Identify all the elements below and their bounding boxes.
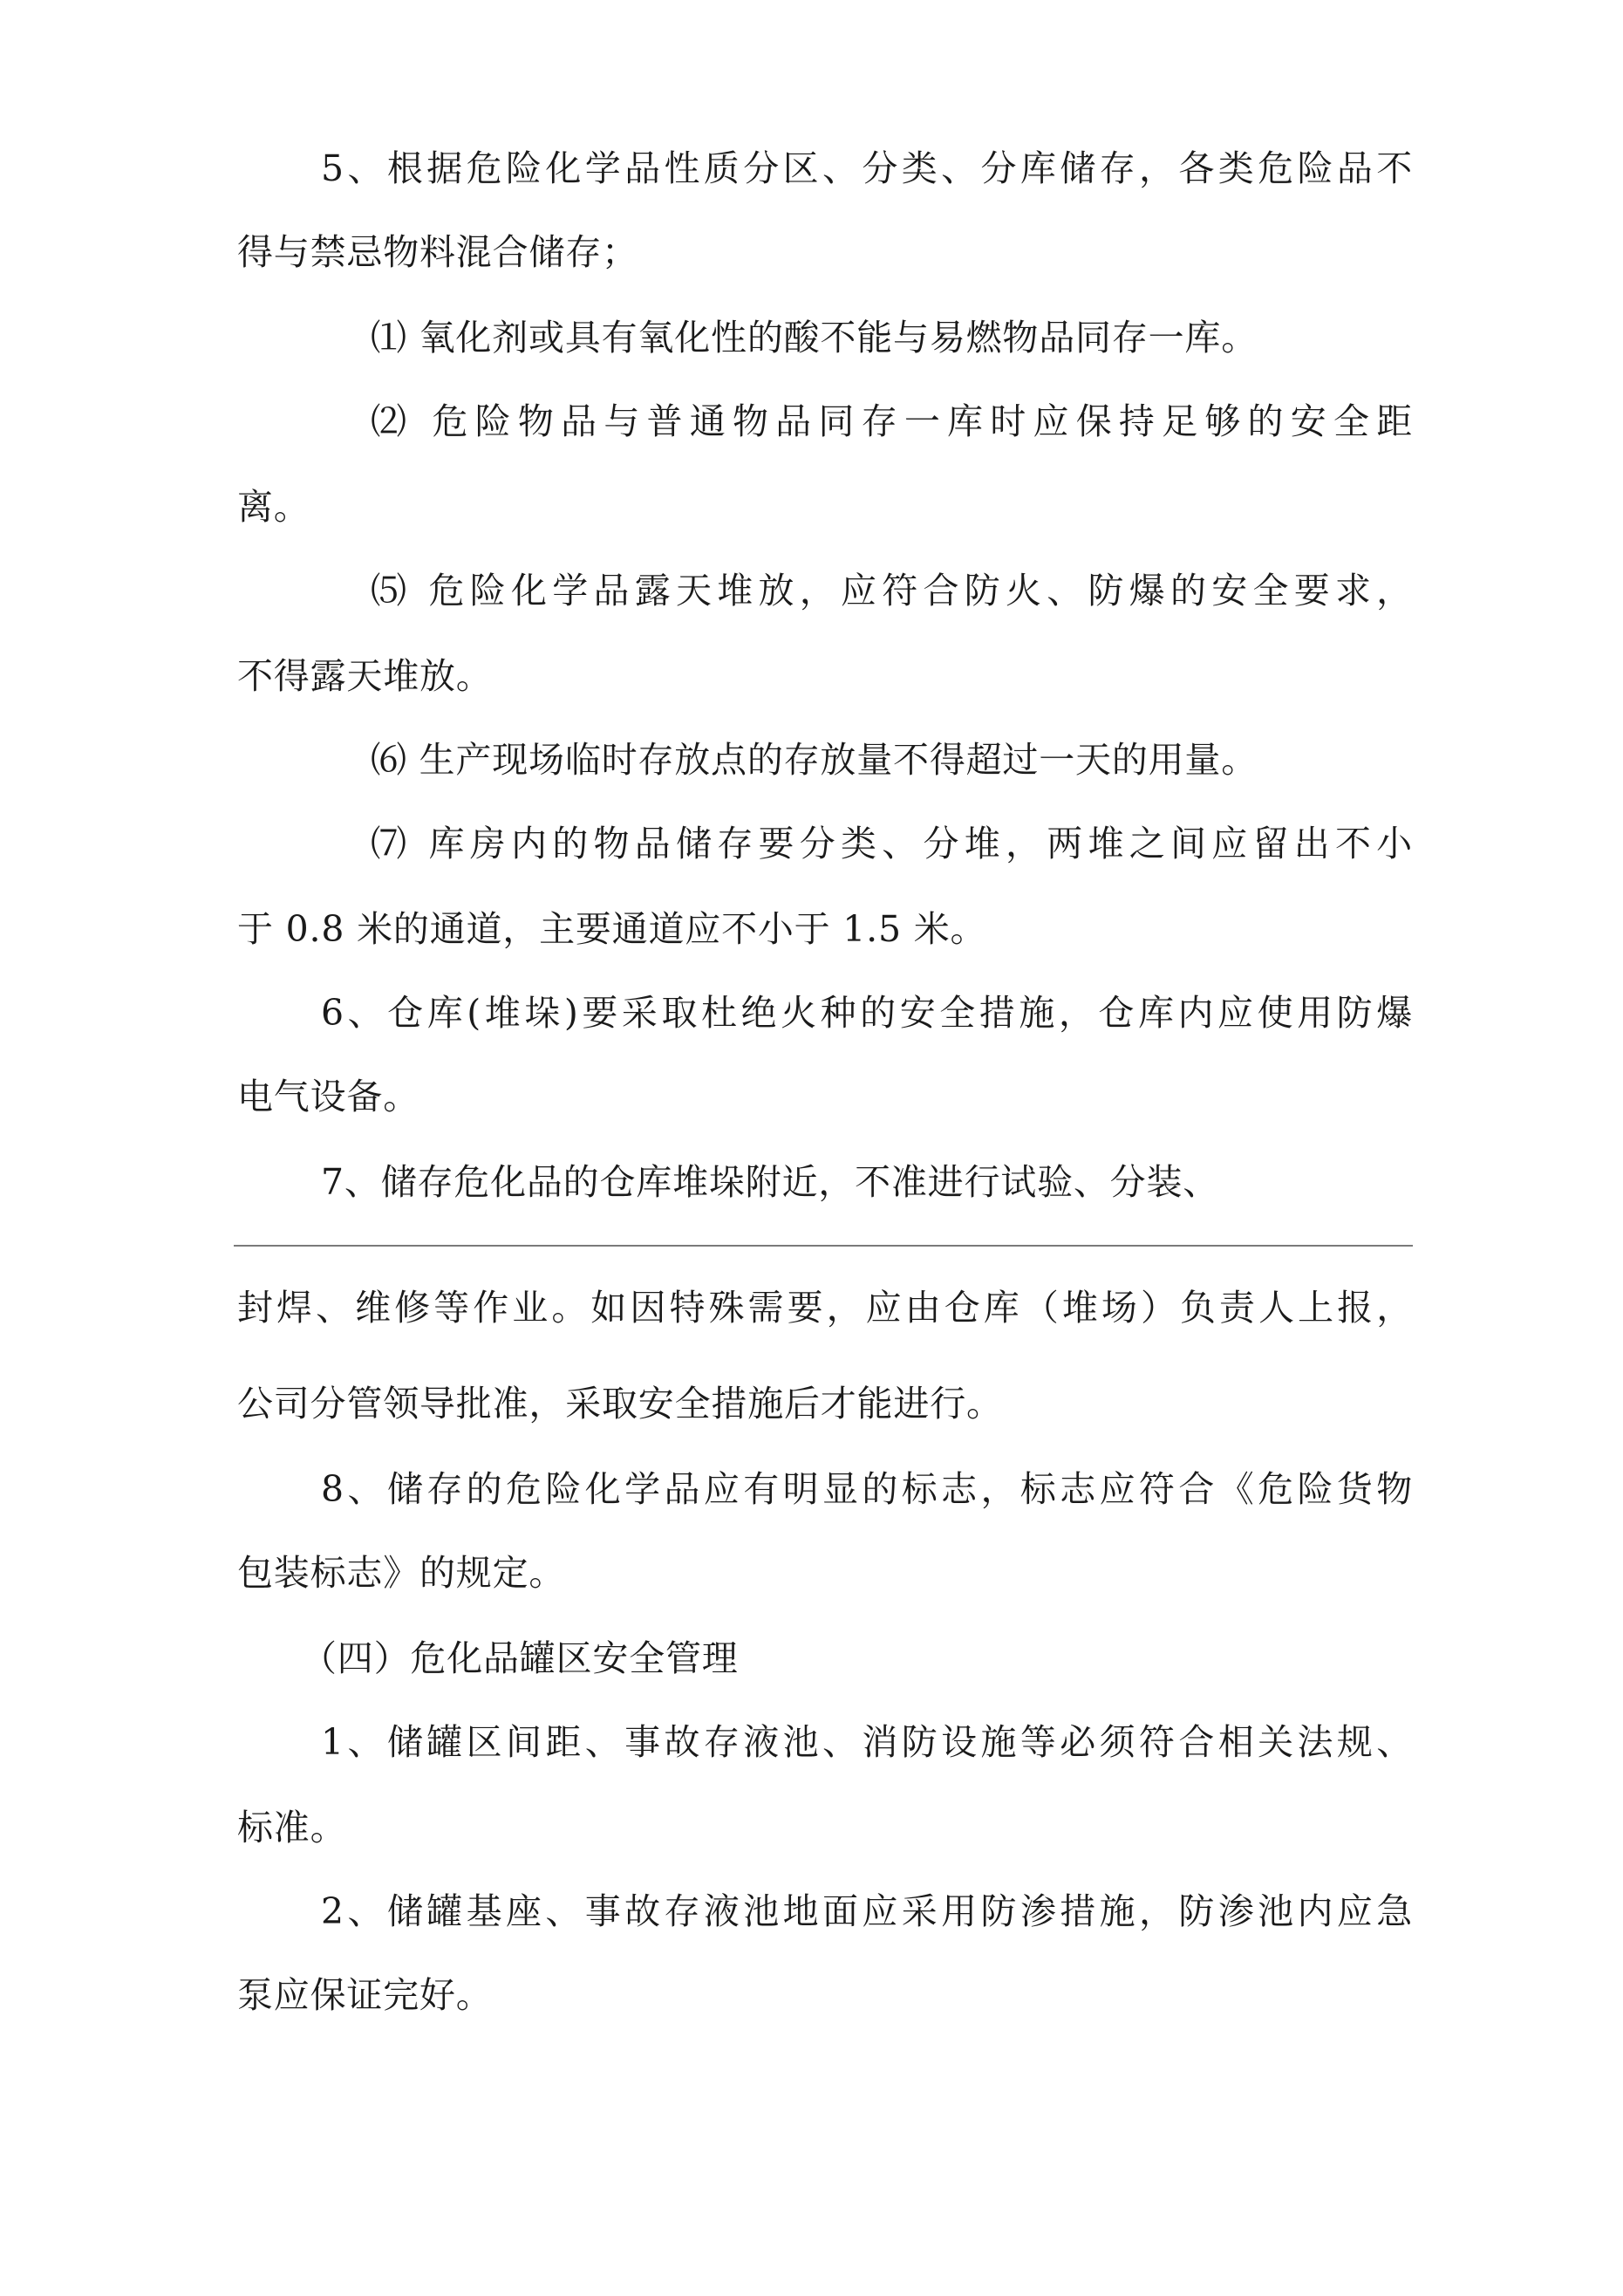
tank-paragraph-1-line-2: 标准。 <box>237 1807 347 1848</box>
item-7-line-2: 于 0.8 米的通道，主要通道应不小于 1.5 米。 <box>237 908 987 950</box>
paragraph-5-line-1: 5、根据危险化学品性质分区、分类、分库储存，各类危险品不 <box>321 147 1413 189</box>
tank-paragraph-2-line-1: 2、储罐基座、事故存液池地面应采用防渗措施，防渗池内应急 <box>321 1890 1413 1932</box>
paragraph-8-line-2: 包装标志》的规定。 <box>237 1552 566 1594</box>
paragraph-7-line-2: 封焊、维修等作业。如因特殊需要，应由仓库（堆场）负责人上报， <box>237 1287 1413 1329</box>
section-heading-4: （四）危化品罐区安全管理 <box>301 1637 739 1679</box>
paragraph-5-line-2: 得与禁忌物料混合储存； <box>237 231 638 273</box>
item-7-line-1: ⑺ 库房内的物品储存要分类、分堆，两堆之间应留出不小 <box>371 823 1413 864</box>
page-divider <box>234 1245 1413 1247</box>
tank-paragraph-1-line-1: 1、储罐区间距、事故存液池、消防设施等必须符合相关法规、 <box>321 1721 1413 1763</box>
paragraph-7-line-3: 公司分管领导批准，采取安全措施后才能进行。 <box>237 1383 1003 1425</box>
item-5-line-2: 不得露天堆放。 <box>237 655 493 697</box>
paragraph-6-line-1: 6、仓库(堆垛)要采取杜绝火种的安全措施，仓库内应使用防爆 <box>321 992 1413 1034</box>
item-1-line-1: ⑴ 氧化剂或具有氧化性的酸不能与易燃物品同存一库。 <box>371 317 1258 359</box>
paragraph-7-line-1: 7、储存危化品的仓库堆垛附近，不准进行试验、分装、 <box>321 1161 1220 1203</box>
item-5-line-1: ⑸ 危险化学品露天堆放，应符合防火、防爆的安全要求， <box>371 570 1413 612</box>
item-2-line-1: ⑵ 危险物品与普通物品同存一库时应保持足够的安全距 <box>371 400 1413 442</box>
item-2-line-2: 离。 <box>237 486 310 528</box>
paragraph-6-line-2: 电气设备。 <box>237 1076 419 1117</box>
tank-paragraph-2-line-2: 泵应保证完好。 <box>237 1974 493 2016</box>
paragraph-8-line-1: 8、储存的危险化学品应有明显的标志，标志应符合《危险货物 <box>321 1468 1413 1510</box>
item-6-line-1: ⑹ 生产现场临时存放点的存放量不得超过一天的用量。 <box>371 739 1258 781</box>
